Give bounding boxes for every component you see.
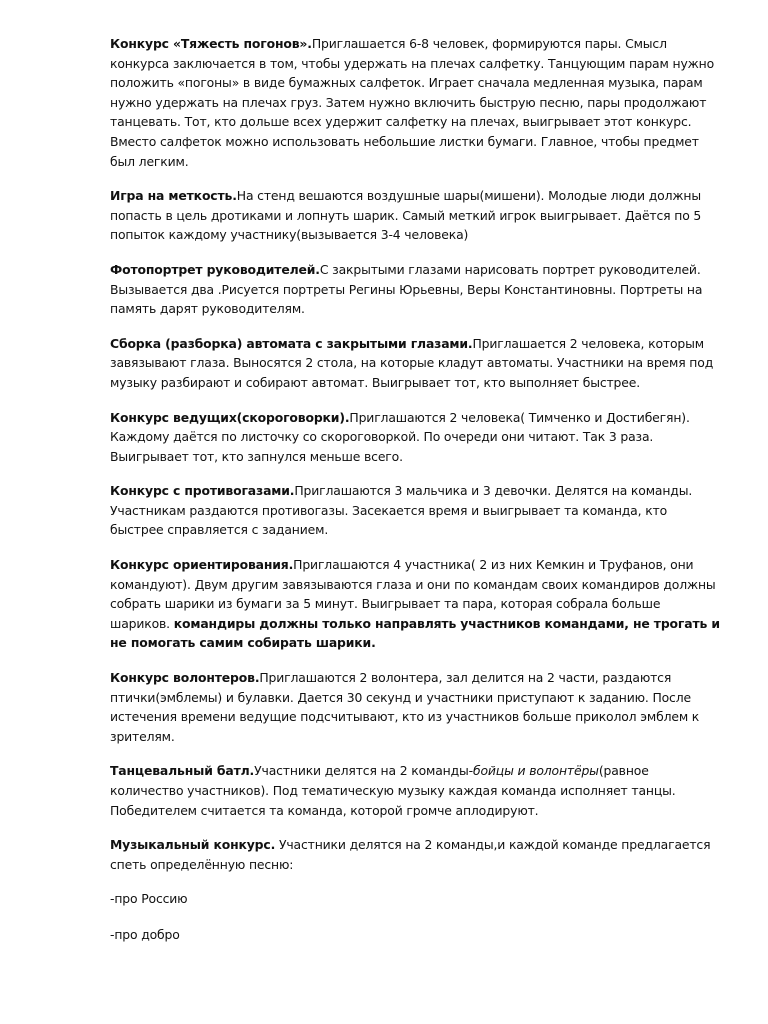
paragraph-title: Танцевальный батл.: [110, 763, 255, 779]
paragraph-music-contest: [110, 835, 720, 874]
paragraph-title: Конкурс с противогазами.: [110, 483, 295, 499]
paragraph-title: Конкурс волонтеров.: [110, 670, 260, 686]
paragraph-photo-portrait: [110, 260, 720, 319]
paragraph-title: Конкурс ведущих(скороговорки).: [110, 409, 350, 425]
paragraph-text: Приглашаются 2 человека( Тимченко и Достибегян). Каждому даётся по листочку со скороговоркой. По очереди они читают. Так 3 раза. Выигрывает тот, кто запнулся меньше всего.: [110, 409, 690, 464]
paragraph-title: Конкурс «Тяжесть погонов».: [110, 36, 312, 51]
paragraph-text: На стенд вешаются воздушные шары(мишени). Молодые люди должны попасть в цель дротиками и лопнуть шарик. Самый меткий игрок выигрывает. Даётся по 5 попыток каждому участнику(вызывается 3-4 человека): [110, 188, 702, 243]
paragraph-text-after: (равное количество участников). Под тематическую музыку каждая команда исполняет танцы. Победителем считается та команда, которой громче аплодируют.: [110, 763, 676, 818]
paragraph-title: Конкурс ориентирования.: [110, 557, 294, 573]
paragraph-accuracy-game: [110, 186, 720, 245]
paragraph-text: Приглашаются 2 волонтера, зал делится на 2 части, раздаются птички(эмблемы) и булавки. Дается 30 секунд и участники приступают к заданию. После истечения времени ведущие подсчитывают, кто из участников больше приколол эмблем к зрителям.: [110, 670, 700, 744]
paragraph-dance-battle: [110, 761, 720, 820]
paragraph-text: Приглашается 6-8 человек, формируются пары. Смысл конкурса заключается в том, чтобы удержать на плечах салфетку. Танцующим парам нужно положить «погоны» в виде бумажных салфеток. Играет сначала медленная музыка, парам нужно удержать на плечах груз. Затем нужно включить быструю песню, пары продолжают танцевать. Тот, кто дольше всех удержит салфетку на плечах, выигрывает этот конкурс. Вместо салфеток можно использовать небольшие листки бумаги. Главное, чтобы предмет был легким.: [110, 36, 715, 169]
paragraph-italic-teams: бойцы и волонтёры: [472, 763, 599, 779]
paragraph-text: Приглашается 2 человека, которым завязывают глаза. Выносятся 2 стола, на которые кладут автоматы. Участники на время под музыку разбирают и собирают автомат. Выигрывает тот, кто выполняет быстрее.: [110, 335, 714, 390]
list-item-russia: -про Россию: [110, 891, 188, 907]
document-page: [110, 34, 720, 961]
paragraph-text: С закрытыми глазами нарисовать портрет руководителей. Вызывается два .Рисуется портреты Регины Юрьевны, Веры Константиновны. Портреты на память дарят руководителям.: [110, 261, 703, 317]
paragraph-title: Музыкальный конкурс.: [110, 837, 276, 853]
paragraph-title: Фотопортрет руководителей.: [110, 261, 320, 277]
paragraph-text: Приглашаются 4 участника( 2 из них Кемкин и Труфанов, они командуют). Двум другим завязываются глаза и они по командам своих командиров должны собрать шарики из бумаги за 5 минут. Выигрывает та пара, которая собрала больше шариков.: [110, 557, 716, 631]
paragraph-title: Сборка (разборка) автомата с закрытыми глазами.: [110, 335, 473, 351]
list-item-kindness: -про добро: [110, 926, 180, 942]
paragraph-rifle-assembly: [110, 334, 720, 393]
paragraph-orienteering: [110, 555, 720, 653]
paragraph-text: Участники делятся на 2 команды-: [254, 763, 473, 779]
paragraph-heaviness-of-epaulettes: [110, 34, 720, 171]
paragraph-text: Участники делятся на 2 команды,и каждой команде предлагается спеть определённую песню:: [110, 837, 711, 872]
paragraph-gas-masks: [110, 481, 720, 540]
paragraph-bold-note: командиры должны только направлять участников командами, не трогать и не помогать самим собирать шарики.: [110, 615, 720, 651]
paragraph-tongue-twisters: [110, 408, 720, 467]
paragraph-title: Игра на меткость.: [110, 188, 237, 204]
paragraph-text: Приглашаются 3 мальчика и 3 девочки. Делятся на команды. Участникам раздаются противогазы. Засекается время и выигрывает та команда, кто быстрее справляется с заданием.: [110, 483, 693, 538]
paragraph-volunteers: [110, 668, 720, 746]
